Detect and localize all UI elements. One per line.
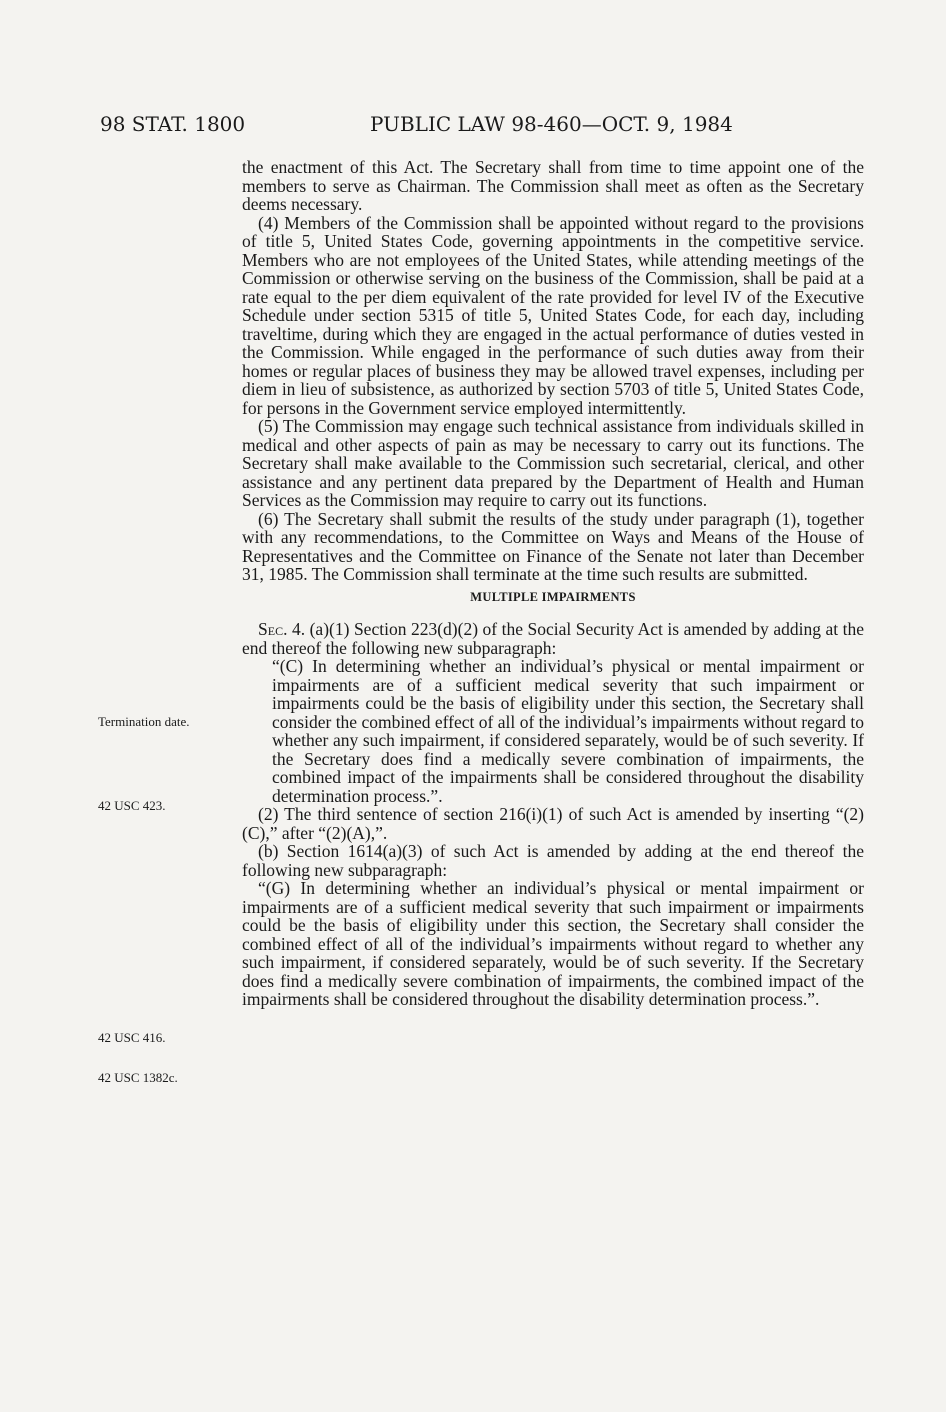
paragraph-5: (5) The Commission may engage such technical assistance from individuals skilled in medical and other aspects of pain as may be necessary to carry out its functions. The Secretary shall make available to the Commission such secretarial, clerical, and other assistance and any pertinent data prepared by the Department of Health and Human Services as the Commission may require to carry out its functions.: [242, 416, 864, 510]
section-4-a-1-text: (a)(1) Section 223(d)(2) of the Social Security Act is amended by adding at the end thereof the following new subparagraph:: [242, 619, 864, 658]
section-label: Sec. 4.: [258, 619, 306, 639]
document-body: [242, 158, 864, 1009]
quoted-subparagraph-g: “(G) In determining whether an individual’s physical or mental impairment or impairments are of a sufficient medical severity that such impairment or impairments could be the basis of eligibility under this section, the Secretary shall consider the combined effect of all of the individual’s impairments without regard to whether any such impairment, if considered separately, would be of such severity. If the Secretary does find a medically severe combination of impairments, the combined impact of the impairments shall be considered throughout the disability determination process.”.: [242, 878, 864, 1009]
section-4-b: (b) Section 1614(a)(3) of such Act is amended by adding at the end thereof the following new subparagraph:: [242, 841, 864, 880]
margin-note-termination: Termination date.: [98, 714, 190, 729]
public-law-title: PUBLIC LAW 98-460—OCT. 9, 1984: [370, 112, 733, 136]
section-4-a-1: [242, 620, 864, 657]
statute-page-number: 98 STAT. 1800: [100, 112, 246, 136]
section-heading: MULTIPLE IMPAIRMENTS: [470, 589, 636, 604]
margin-note-42-usc-423: 42 USC 423.: [98, 798, 166, 813]
margin-note-42-usc-416: 42 USC 416.: [98, 1030, 166, 1045]
page-header: [100, 112, 860, 144]
section-4-a-2: (2) The third sentence of section 216(i)(1) of such Act is amended by inserting “(2)(C),” after “(2)(A),”.: [242, 804, 864, 843]
quoted-subparagraph-c: “(C) In determining whether an individual’s physical or mental impairment or impairments are of a sufficient medical severity that such impairment or impairments could be the basis of eligibility under this section, the Secretary shall consider the combined effect of all of the individual’s impairments without regard to whether any such impairment, if considered separately, would be of such severity. If the Secretary does find a medically severe combination of impairments, the combined impact of the impairments shall be considered throughout the disability determination process.”.: [272, 656, 864, 806]
paragraph-6: (6) The Secretary shall submit the results of the study under paragraph (1), together with any recommendations, to the Committee on Ways and Means of the House of Representatives and the Committee on Finance of the Senate not later than December 31, 1985. The Commission shall terminate at the time such results are submitted.: [242, 508, 864, 584]
margin-note-42-usc-1382c: 42 USC 1382c.: [98, 1070, 178, 1085]
paragraph-continuation: the enactment of this Act. The Secretary shall from time to time appoint one of the members to serve as Chairman. The Commission shall meet as often as the Secretary deems necessary.: [242, 157, 864, 214]
paragraph-4: (4) Members of the Commission shall be appointed without regard to the provisions of title 5, United States Code, governing appointments in the competitive service. Members who are not employees of the United States, while attending meetings of the Commission or otherwise serving on the business of the Commission, shall be paid at a rate equal to the per diem equivalent of the rate provided for level IV of the Executive Schedule under section 5315 of title 5, United States Code, for each day, including traveltime, during which they are engaged in the actual performance of duties vested in the Commission. While engaged in the performance of such duties away from their homes or regular places of business they may be allowed travel expenses, including per diem in lieu of subsistence, as authorized by section 5703 of title 5, United States Code, for persons in the Government service employed intermittently.: [242, 212, 864, 418]
